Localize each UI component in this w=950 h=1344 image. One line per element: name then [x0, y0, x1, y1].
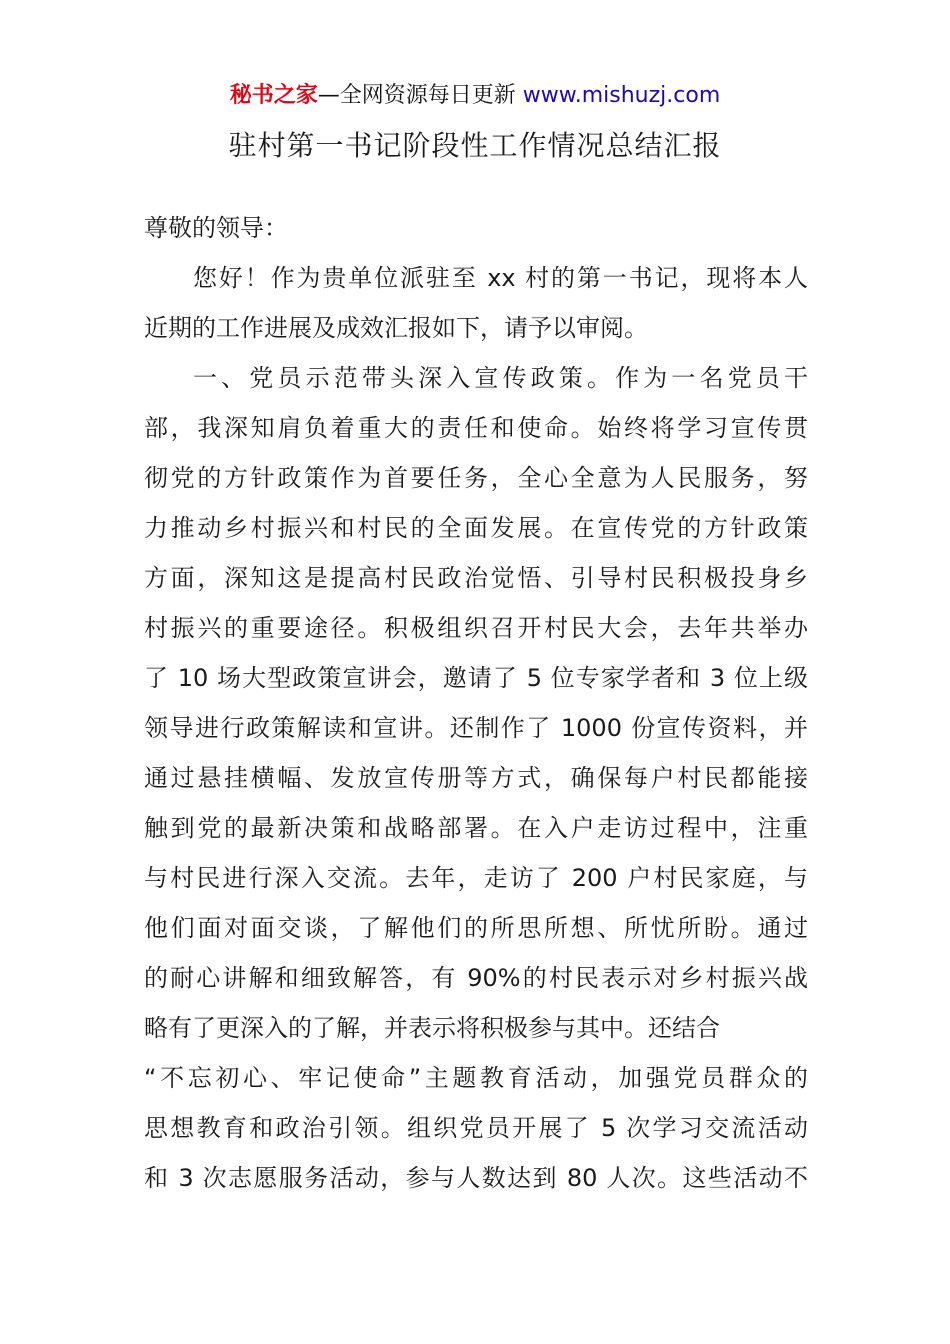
document-body	[144, 203, 808, 1203]
paragraph-line: 他们面对面交谈，了解他们的所思所想、所忧所盼。通过	[144, 914, 808, 942]
paragraph-line: 了 10 场大型政策宣讲会，邀请了 5 位专家学者和 3 位上级	[144, 664, 808, 692]
paragraph-line: 的耐心讲解和细致解答，有 90%的村民表示对乡村振兴战	[144, 964, 808, 992]
paragraph-line: 和 3 次志愿服务活动，参与人数达到 80 人次。这些活动不	[144, 1164, 808, 1192]
document-title: 驻村第一书记阶段性工作情况总结汇报	[228, 129, 722, 162]
paragraph-line: 与村民进行深入交流。去年，走访了 200 户村民家庭，与	[144, 864, 808, 892]
paragraph-line: “不忘初心、牢记使命”主题教育活动，加强党员群众的	[144, 1064, 808, 1092]
site-header	[0, 80, 950, 112]
paragraph-line: 思想教育和政治引领。组织党员开展了 5 次学习交流活动	[144, 1114, 808, 1142]
paragraph-line: 村振兴的重要途径。积极组织召开村民大会，去年共举办	[144, 614, 808, 642]
paragraph-line: 略有了更深入的了解，并表示将积极参与其中。还结合	[144, 1014, 720, 1042]
salutation: 尊敬的领导：	[144, 214, 288, 242]
paragraph-line: 您好！作为贵单位派驻至 xx 村的第一书记，现将本人	[193, 264, 808, 292]
paragraph-line: 一、党员示范带头深入宣传政策。作为一名党员干	[193, 364, 808, 392]
paragraph-line: 领导进行政策解读和宣讲。还制作了 1000 份宣传资料，并	[144, 714, 808, 742]
paragraph-line: 部，我深知肩负着重大的责任和使命。始终将学习宣传贯	[144, 414, 808, 442]
paragraph-line: 通过悬挂横幅、发放宣传册等方式，确保每户村民都能接	[144, 764, 808, 792]
paragraph-line: 方面，深知这是提高村民政治觉悟、引导村民积极投身乡	[144, 564, 808, 592]
brand-name: 秘书之家	[229, 83, 318, 108]
site-url-link[interactable]: www.mishuzj.com	[522, 83, 721, 108]
paragraph-line: 触到党的最新决策和战略部署。在入户走访过程中，注重	[144, 814, 808, 842]
header-tagline: —全网资源每日更新	[317, 83, 516, 108]
paragraph-line: 彻党的方针政策作为首要任务，全心全意为人民服务，努	[144, 464, 808, 492]
paragraph-line: 近期的工作进展及成效汇报如下，请予以审阅。	[144, 314, 648, 342]
paragraph-line: 力推动乡村振兴和村民的全面发展。在宣传党的方针政策	[144, 514, 808, 542]
